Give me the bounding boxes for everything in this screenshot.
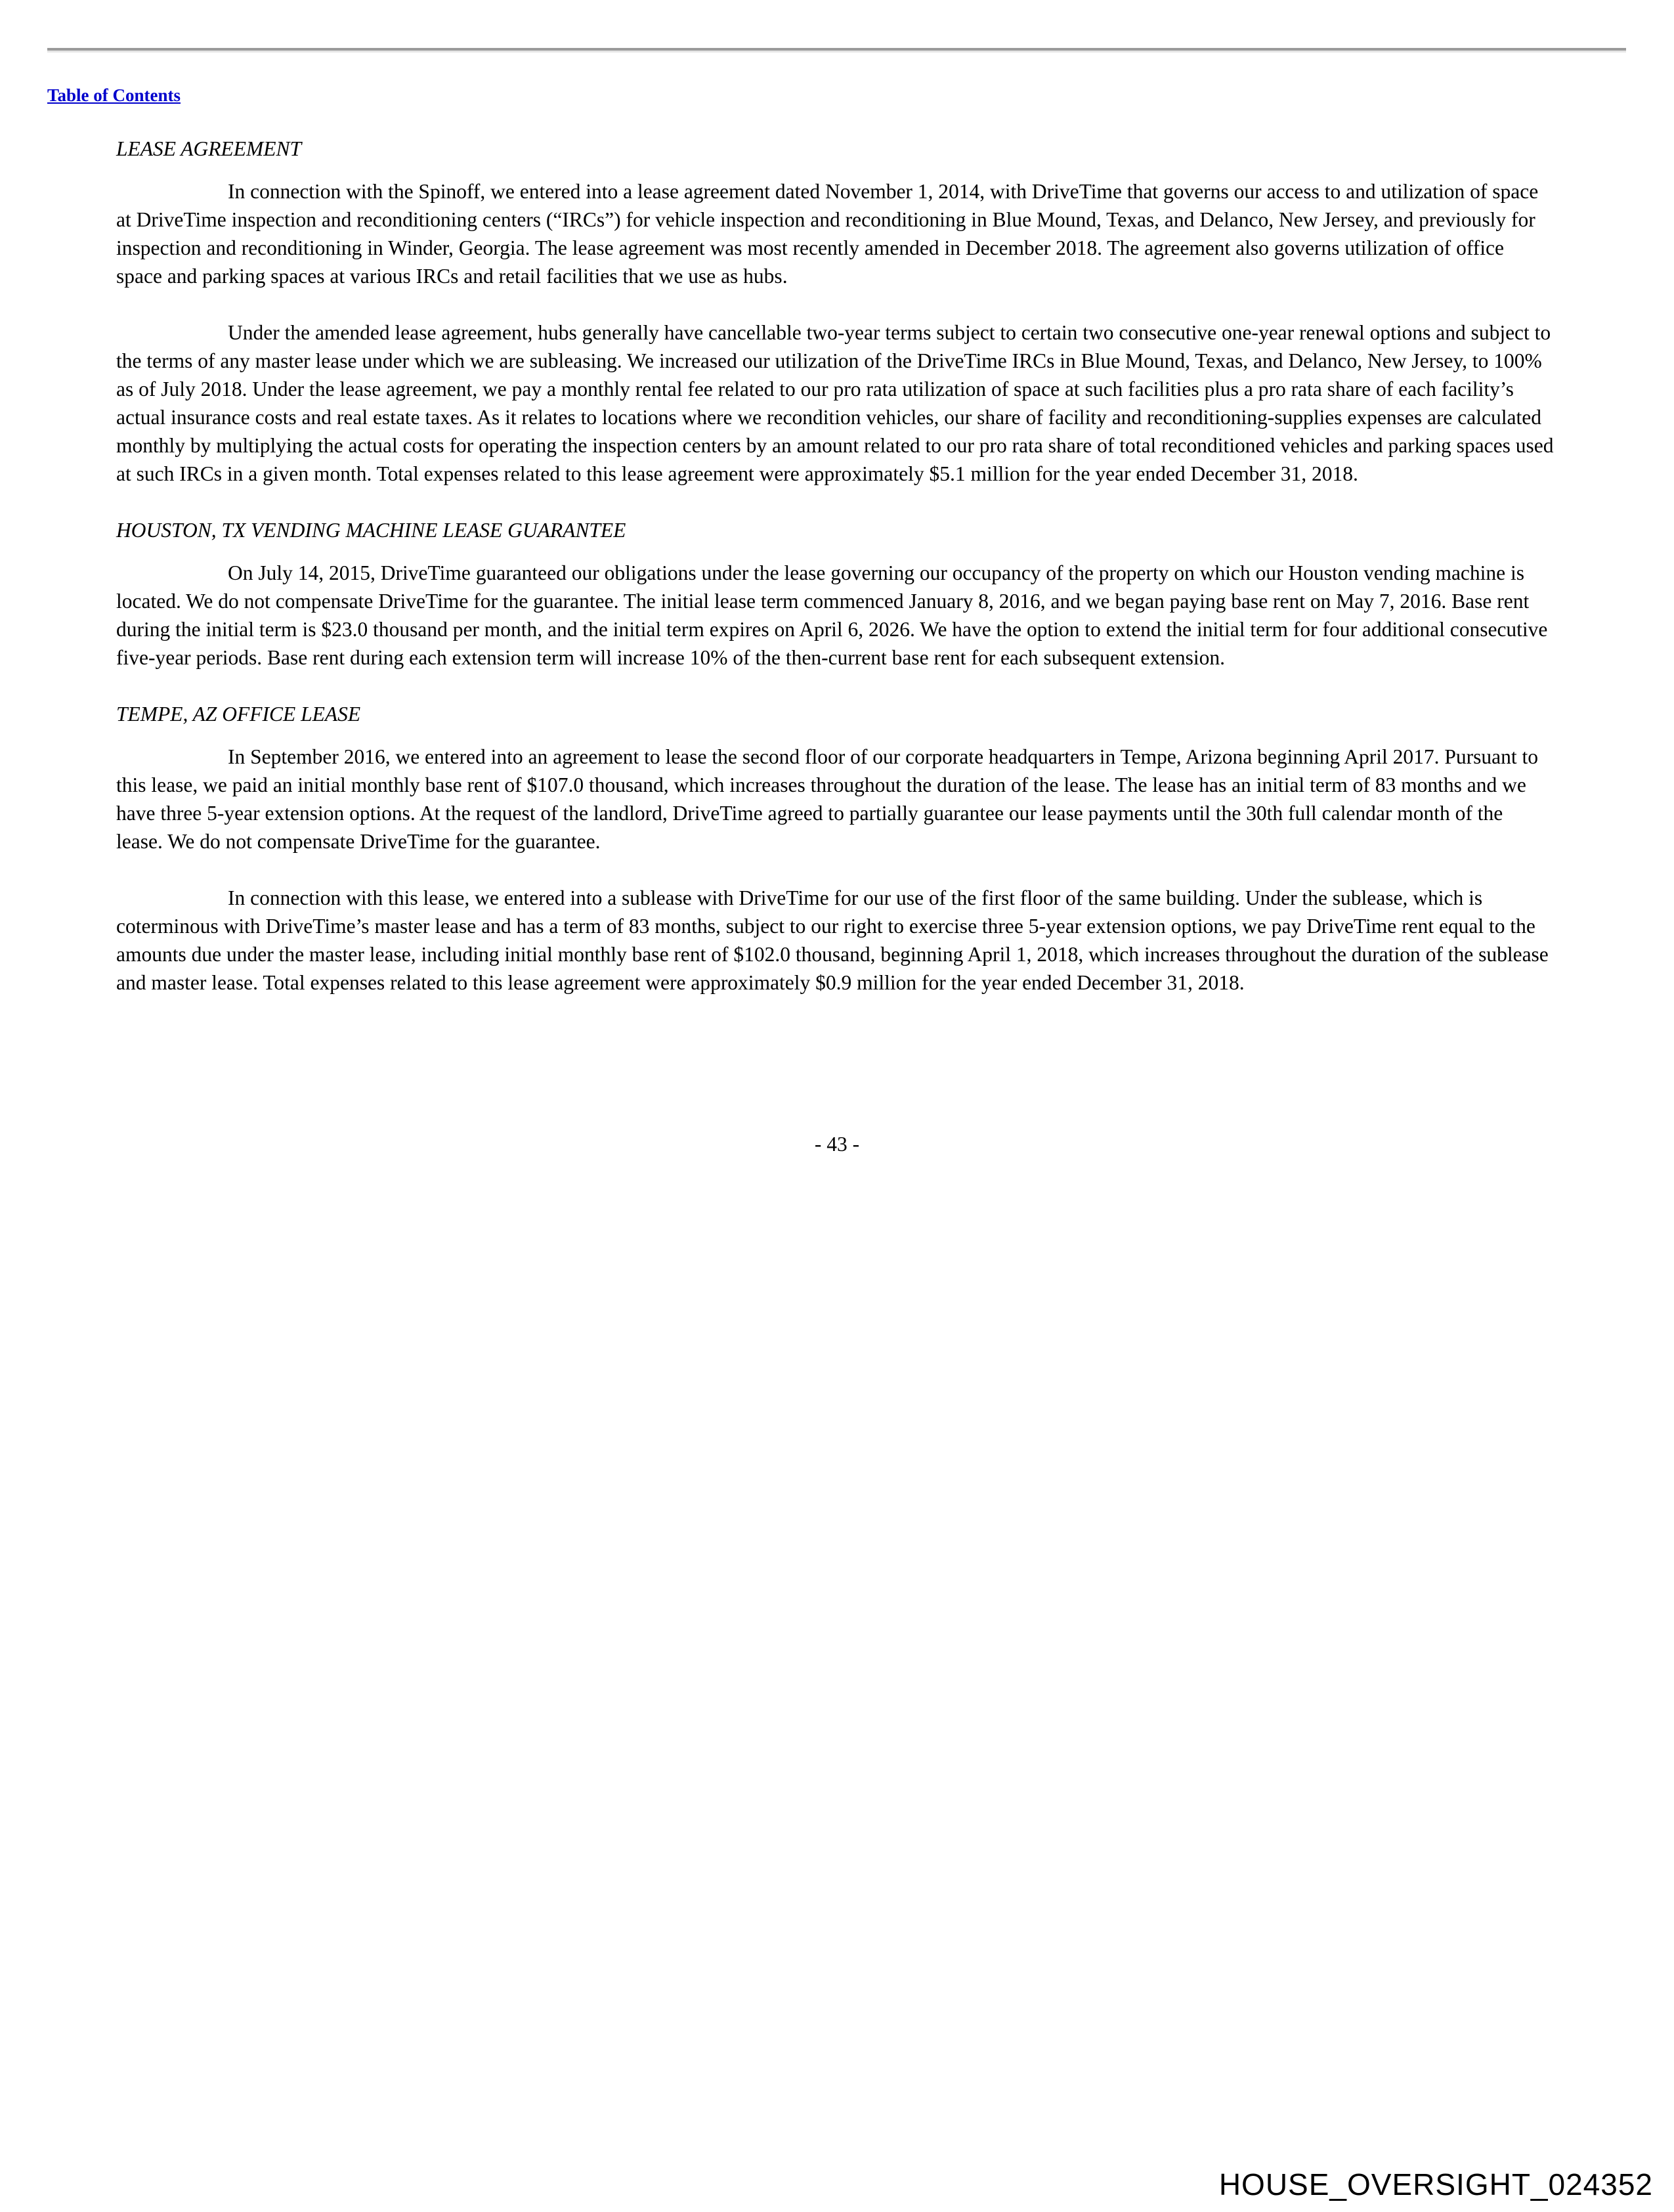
page-number: - 43 -	[814, 1133, 860, 1156]
table-of-contents-link[interactable]: Table of Contents	[47, 85, 181, 105]
paragraph: Under the amended lease agreement, hubs generally have cancellable two-year terms subject to certain two consecutive one-year renewal options and subject to the terms of any master lease under which we are subleasing. We increased our utilization of the DriveTime IRCs in Blue Mound, Texas, and Delanco, New Jersey, to 100% as of July 2018. Under the lease agreement, we pay a monthly rental fee related to our pro rata utilization of space at such facilities plus a pro rata share of each facility’s actual insurance costs and real estate taxes. As it relates to locations where we recondition vehicles, our share of facility and reconditioning-supplies expenses are calculated monthly by multiplying the actual costs for operating the inspection centers by an amount related to our pro rata share of total reconditioned vehicles and parking spaces used at such IRCs in a given month. Total expenses related to this lease agreement were approximately $5.1 million for the year ended December 31, 2018.	[116, 321, 1554, 485]
bates-number: HOUSE_OVERSIGHT_024352	[1218, 2167, 1653, 2201]
paragraph: In September 2016, we entered into an agreement to lease the second floor of our corporate headquarters in Tempe, Arizona beginning April 2017. Pursuant to this lease, we paid an initial monthly base rent of $107.0 thousand, which increases throughout the duration of the lease. The lease has an initial term of 83 months and we have three 5-year extension options. At the request of the landlord, DriveTime agreed to partially guarantee our lease payments until the 30th full calendar month of the lease. We do not compensate DriveTime for the guarantee.	[116, 745, 1538, 853]
section-lease-agreement	[116, 135, 1554, 488]
paragraph: In connection with the Spinoff, we entered into a lease agreement dated November 1, 2014, with DriveTime that governs our access to and utilization of space at DriveTime inspection and reconditioning centers (“IRCs”) for vehicle inspection and reconditioning in Blue Mound, Texas, and Delanco, New Jersey, and previously for inspection and reconditioning in Winder, Georgia. The lease agreement was most recently amended in December 2018. The agreement also governs utilization of office space and parking spaces at various IRCs and retail facilities that we use as hubs.	[116, 180, 1539, 288]
section-tempe-office-lease	[116, 700, 1554, 997]
section-houston-vending-machine-lease-guarantee	[116, 516, 1554, 672]
header-divider	[47, 48, 1626, 53]
paragraph: In connection with this lease, we entered into a sublease with DriveTime for our use of the first floor of the same building. Under the sublease, which is coterminous with DriveTime’s master lease and has a term of 83 months, subject to our right to exercise three 5-year extension options, we pay DriveTime rent equal to the amounts due under the master lease, including initial monthly base rent of $102.0 thousand, beginning April 1, 2018, which increases throughout the duration of the sublease and master lease. Total expenses related to this lease agreement were approximately $0.9 million for the year ended December 31, 2018.	[116, 886, 1549, 994]
document-body	[116, 135, 1554, 1025]
section-heading: TEMPE, AZ OFFICE LEASE	[116, 703, 361, 726]
section-heading: LEASE AGREEMENT	[116, 137, 302, 160]
paragraph: On July 14, 2015, DriveTime guaranteed our obligations under the lease governing our occupancy of the property on which our Houston vending machine is located. We do not compensate DriveTime for the guarantee. The initial lease term commenced January 8, 2016, and we began paying base rent on May 7, 2016. Base rent during the initial term is $23.0 thousand per month, and the initial term expires on April 6, 2026. We have the option to extend the initial term for four additional consecutive five-year periods. Base rent during each extension term will increase 10% of the then-current base rent for each subsequent extension.	[116, 561, 1548, 669]
section-heading: HOUSTON, TX VENDING MACHINE LEASE GUARANTEE	[116, 519, 626, 542]
